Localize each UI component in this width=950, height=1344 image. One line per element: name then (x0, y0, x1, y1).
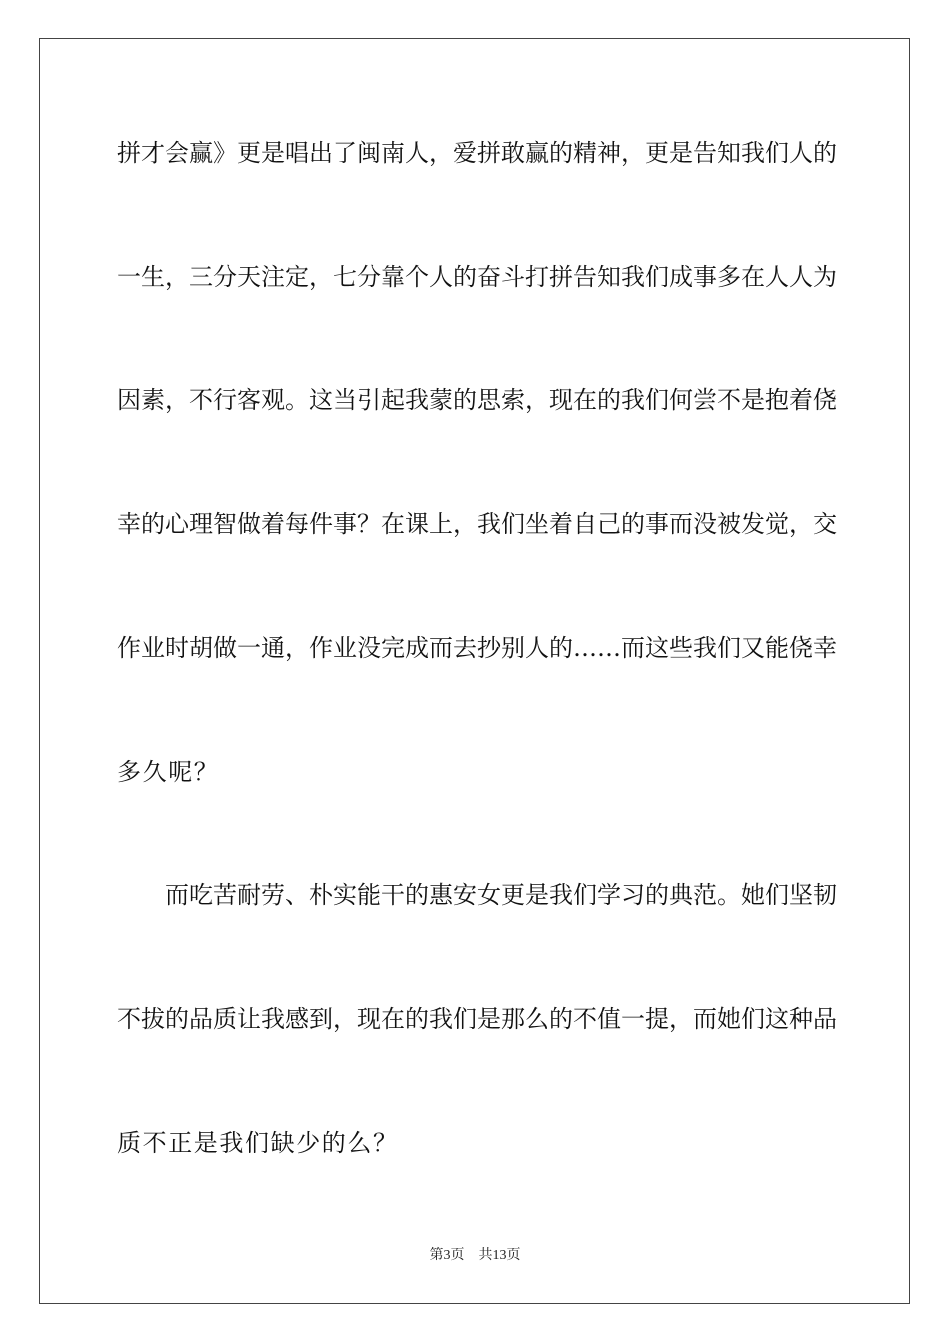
page-border (39, 38, 910, 1304)
body-line-2: 一 生 ， 三 分 天 注 定 ， 七 分 靠 个 人 的 奋 斗 打 拼 告 知 我 们 成 事 多 在 人 人 为 (117, 263, 837, 291)
body-line-7: 而 吃 苦 耐 劳 、 朴 实 能 干 的 惠 安 女 更 是 我 们 学 习 的 典 范 。 她 们 坚 韧 (165, 881, 837, 909)
page-number-footer: 第3页 共13页 (429, 1248, 521, 1263)
body-line-3: 因 素 ， 不 行 客 观 。 这 当 引 起 我 蒙 的 思 索 ， 现 在 的 我 们 何 尝 不 是 抱 着 侥 (117, 386, 837, 414)
body-line-5: 作 业 时 胡 做 一 通 ， 作 业 没 完 成 而 去 抄 别 人 的 … … 而 这 些 我 们 又 能 侥 幸 (117, 634, 837, 662)
body-line-8: 不 拔 的 品 质 让 我 感 到 ， 现 在 的 我 们 是 那 么 的 不 值 一 提 ， 而 她 们 这 种 品 (117, 1005, 837, 1033)
body-line-4: 幸 的 心 理 智 做 着 每 件 事 ？ 在 课 上 ， 我 们 坐 着 自 己 的 事 而 没 被 发 觉 ， 交 (117, 510, 837, 538)
body-line-6: 多久呢？ (117, 758, 220, 786)
body-line-1: 拼 才 会 赢 》 更 是 唱 出 了 闽 南 人 ， 爱 拼 敢 赢 的 精 神 ， 更 是 告 知 我 们 人 的 (117, 139, 837, 167)
body-line-9: 质不正是我们缺少的么？ (117, 1129, 399, 1157)
